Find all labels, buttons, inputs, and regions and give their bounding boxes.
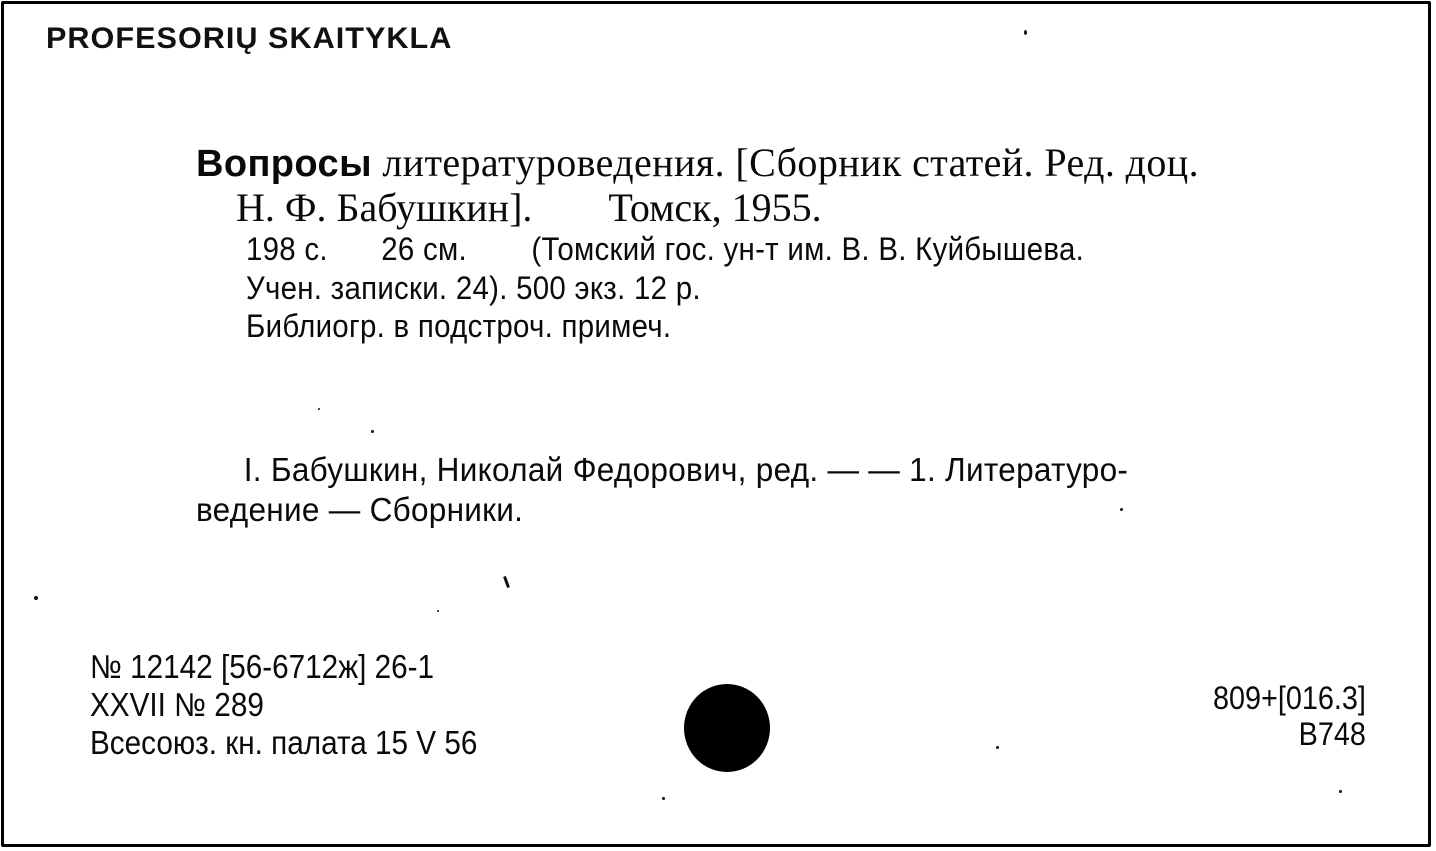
book-size: 26 см. (381, 231, 467, 267)
tracing-line-2: ведение — Сборники. (196, 491, 524, 528)
classification-block (1213, 680, 1366, 752)
volume-number: XXVII № 289 (90, 686, 264, 723)
scan-speck (371, 430, 374, 433)
punch-hole (684, 684, 770, 772)
scan-speck (437, 610, 439, 612)
series-statement: (Томский гос. ун-т им. В. В. Куйбышева. (531, 231, 1085, 267)
collation-line (246, 229, 1084, 269)
scan-speck (1120, 508, 1123, 511)
title-line (196, 140, 1366, 187)
subject-tracings (196, 450, 1366, 530)
chamber-date: Всесоюз. кн. палата 15 V 56 (90, 724, 478, 761)
registration-number: № 12142 [56-6712ж] 26-1 (90, 648, 435, 685)
classification-code: 809+[016.3] (1213, 680, 1366, 716)
registration-info (90, 648, 477, 762)
author-mark: В748 (1298, 716, 1366, 752)
bibliographic-entry (196, 140, 1366, 229)
scan-speck (34, 596, 38, 600)
scan-speck (996, 746, 999, 749)
editor-name: Н. Ф. Бабушкин]. (236, 185, 533, 230)
bibliography-note: Библиогр. в подстроч. примеч. (246, 308, 672, 344)
title-continuation: литературоведения. [Сборник статей. Ред. доц. (371, 140, 1200, 185)
scan-speck (1339, 790, 1342, 793)
library-stamp: PROFESORIŲ SKAITYKLA (46, 22, 453, 55)
tracing-line-1: I. Бабушкин, Николай Федорович, ред. — — 1. Литературо- (243, 451, 1129, 488)
place-year: Томск, 1955. (608, 185, 822, 230)
page-count: 198 с. (246, 231, 328, 267)
title-heading: Вопросы (196, 143, 372, 185)
imprint-line (196, 187, 1366, 229)
series-continuation-line: Учен. записки. 24). 500 экз. 12 р. (246, 270, 701, 306)
scan-speck (1024, 30, 1027, 35)
scan-speck (318, 408, 320, 410)
scan-speck (662, 797, 665, 800)
